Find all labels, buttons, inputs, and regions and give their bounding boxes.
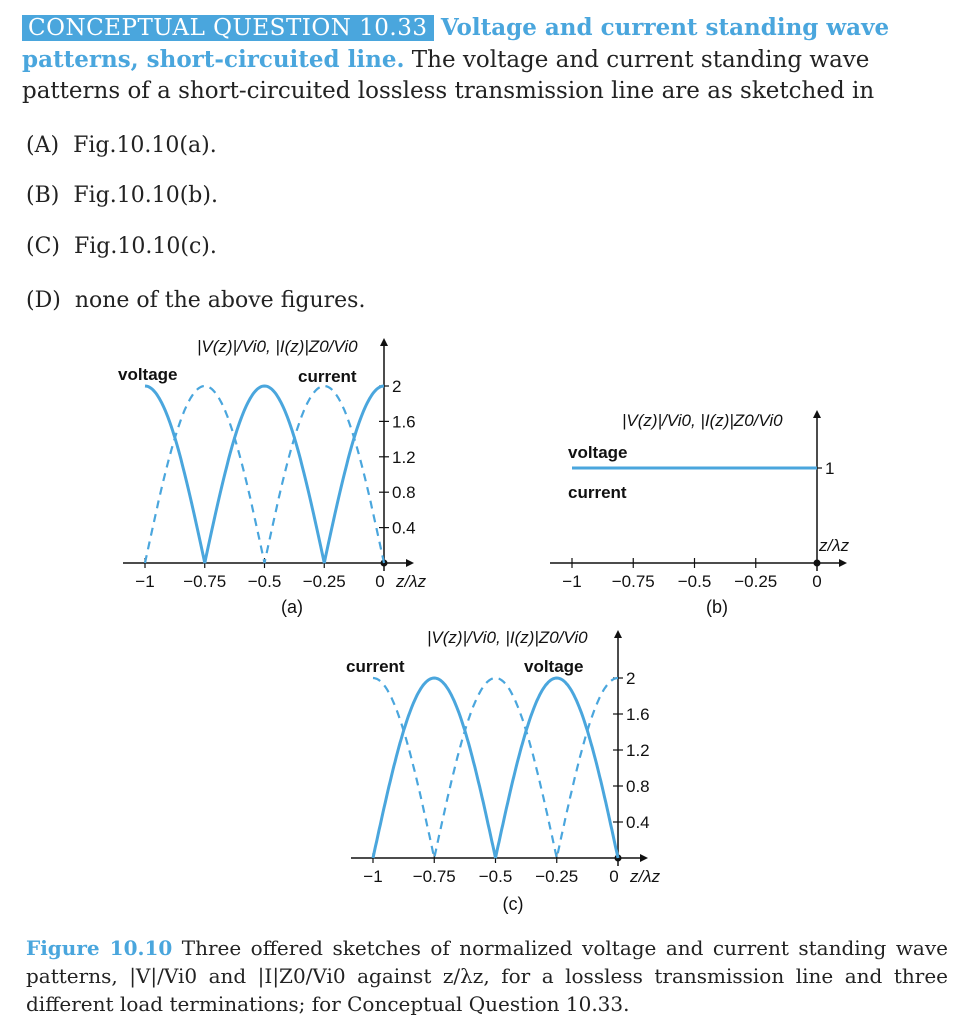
origin-dot-b	[814, 560, 821, 567]
panel-caption-b: (b)	[706, 597, 728, 617]
y-tick-label-a: 2	[392, 377, 402, 396]
y-tick-label-a: 1.2	[392, 447, 416, 467]
x-axis-label-c: z/λz	[630, 867, 661, 886]
figure-caption	[26, 934, 948, 1018]
option-text: none of the above figures.	[74, 288, 366, 313]
caption-label: Figure 10.10	[26, 936, 173, 960]
y-tick-label-c: 0.4	[626, 813, 650, 832]
x-axis-label-a: z/λz	[396, 572, 427, 591]
x-tick-label-b: −1	[562, 572, 582, 591]
series-label-current-c: current	[346, 657, 405, 676]
question-badge: CONCEPTUAL QUESTION 10.33	[22, 15, 434, 41]
x-axis-arrow-b	[839, 559, 847, 567]
x-tick-label-a: −1	[135, 572, 155, 591]
x-tick-label-c: −0.25	[535, 867, 579, 886]
y-axis-title-a: |V(z)|/Vi0, |I(z)|Z0/Vi0	[197, 337, 358, 356]
x-tick-label-a: 0	[375, 572, 385, 591]
question-body: The voltage and current standing wave patterns of a short-circuited lossless transmission line are as sketched in	[22, 47, 875, 104]
y-axis-arrow-b	[813, 410, 821, 418]
option-label: (A)	[26, 133, 60, 158]
series-label-current-b: current	[568, 483, 627, 502]
y-tick-label-c: 1.2	[626, 741, 650, 760]
series-label-voltage-a: voltage	[118, 365, 178, 384]
x-tick-label-a: −0.25	[302, 572, 346, 591]
series-label-voltage-b: voltage	[568, 443, 628, 462]
x-tick-label-a: −0.75	[183, 572, 227, 591]
series-current-c	[373, 678, 618, 858]
option-label: (D)	[26, 288, 61, 313]
x-axis-label-b: z/λz	[819, 536, 850, 555]
option-text: Fig.10.10(b).	[73, 183, 218, 208]
y-tick-label-c: 0.8	[626, 777, 650, 796]
x-tick-label-b: 0	[812, 572, 822, 591]
series-label-voltage-c: voltage	[524, 657, 584, 676]
x-tick-label-c: −1	[363, 867, 383, 886]
x-tick-label-c: 0	[609, 867, 619, 886]
panel-caption-c: (c)	[502, 894, 524, 914]
x-axis-arrow-a	[406, 559, 414, 567]
x-tick-label-b: −0.5	[677, 572, 712, 591]
question-title: Voltage and current standing wave patterns, short-circuited line.	[22, 14, 890, 73]
y-tick-label-a: 0.4	[392, 518, 416, 538]
x-tick-label-a: −0.5	[247, 572, 282, 591]
series-voltage-c	[373, 678, 618, 858]
y-tick-label-a: 1.6	[392, 412, 416, 432]
y-axis-title-c: |V(z)|/Vi0, |I(z)|Z0/Vi0	[427, 628, 588, 647]
x-tick-label-b: −0.25	[734, 572, 778, 591]
series-label-current-a: current	[298, 367, 357, 386]
x-tick-label-c: −0.75	[412, 867, 456, 886]
option-label: (C)	[26, 234, 60, 259]
x-tick-label-b: −0.75	[611, 572, 655, 591]
y-tick-label-c: 2	[626, 669, 636, 688]
y-axis-title-b: |V(z)|/Vi0, |I(z)|Z0/Vi0	[622, 411, 783, 430]
x-tick-label-c: −0.5	[478, 867, 513, 886]
y-tick-label-b: 1	[825, 459, 835, 478]
option-text: Fig.10.10(c).	[74, 234, 217, 259]
series-voltage-a	[145, 386, 384, 563]
caption-text: Three offered sketches of normalized voltage and current standing wave patterns, |V|/Vi0 and |I|Z0/Vi0 against z/λz, for a lossless transmission line and three different load terminations; for Conceptual Question 10.33.	[26, 936, 948, 1016]
y-axis-arrow-a	[380, 338, 388, 346]
panel-caption-a: (a)	[281, 597, 303, 617]
x-axis-arrow-c	[640, 854, 648, 862]
y-axis-arrow-c	[614, 630, 622, 638]
option-label: (B)	[26, 183, 60, 208]
option-text: Fig.10.10(a).	[73, 133, 217, 158]
series-current-a	[145, 386, 384, 563]
y-tick-label-a: 0.8	[392, 483, 416, 503]
y-tick-label-c: 1.6	[626, 705, 650, 724]
